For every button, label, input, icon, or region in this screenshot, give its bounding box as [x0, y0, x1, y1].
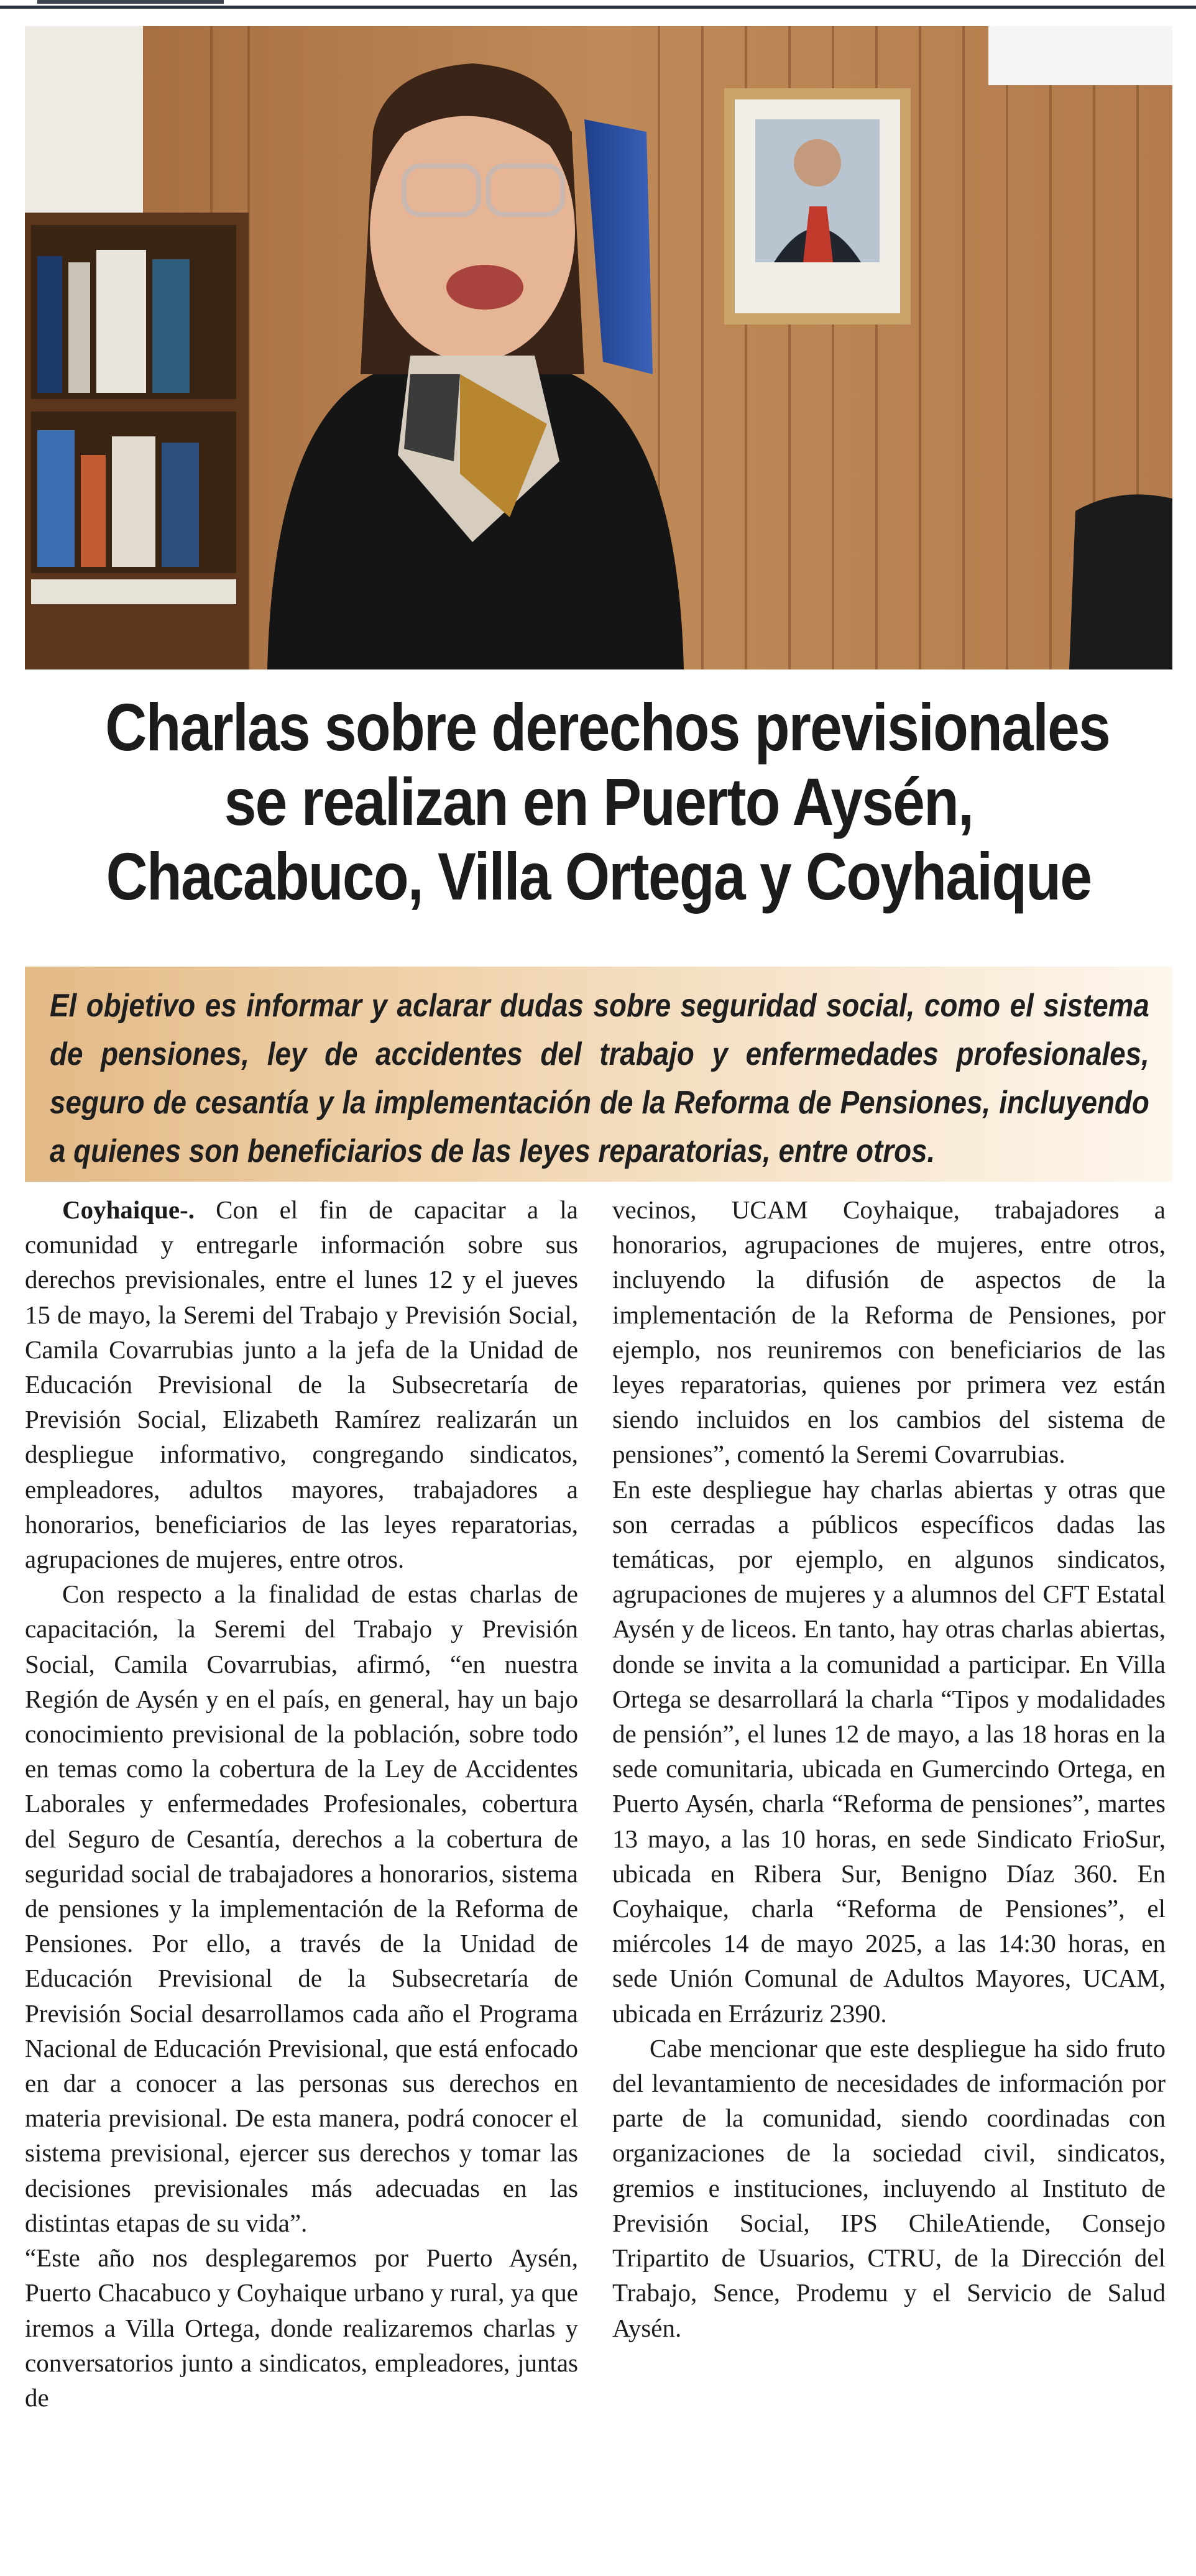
lead-text: El objetivo es informar y aclarar dudas sobre seguridad social, como el sistema de pensiones, ley de accidentes del trabajo y enfermedades profesionales, seguro de cesantía y la implementación de la Reforma de Pensiones, incluyendo a quienes son beneficiarios de las leyes reparatorias, entre otros. — [50, 988, 1149, 1169]
body-paragraph-2: Con respecto a la finalidad de estas charlas de capacitación, la Seremi del Trabajo y Previsión Social, Camila Covarrubias, afirmó, “en nuestra Región de Aysén y en el país, en general, hay un bajo conocimiento previsional de la población, sobre todo en temas como la cobertura de la Ley de Accidentes Laborales y enfermedades Profesionales, cobertura del Seguro de Cesantía, derechos a la cobertura de seguridad social de trabajadores a honorarios, sistema de pensiones y la implementación de la Reforma de Pensiones. Por ello, a través de la Unidad de Educación Previsional de la Subsecretaría de Previsión Social desarrollamos cada año el Programa Nacional de Educación Previsional, que está enfocado en dar a conocer a las personas sus derechos en materia previsional. De esta manera, podrá conocer el sistema previsional, ejercer sus derechos y tomar las decisiones previsionales más adecuadas en las distintas etapas de su vida”. — [25, 1580, 578, 2237]
body-paragraph-6: Cabe mencionar que este despliegue ha sido fruto del levantamiento de necesidades de información por parte de la comunidad, siendo coordinadas con organizaciones de la sociedad civil, sindicatos, gremios e instituciones, incluyendo al Instituto de Previsión Social, IPS ChileAtiende, Consejo Tripartito de Usuarios, CTRU, de la Dirección del Trabajo, Sence, Prodemu y el Servicio de Salud Aysén. — [612, 2033, 1166, 2342]
top-rule — [0, 0, 1196, 9]
body-paragraph-3: “Este año nos desplegaremos por Puerto Aysén, Puerto Chacabuco y Coyhaique urbano y rural, ya que iremos a Villa Ortega, donde realizaremos charlas y conversatorios junto a sindicatos, empleadores, juntas de — [25, 2243, 578, 2412]
dateline: Coyhaique-. — [62, 1195, 195, 1224]
body-column-left — [25, 1192, 578, 2415]
body-paragraph-1-text: Con el fin de capacitar a la comunidad y entregarle información sobre sus derechos previsionales, entre el lunes 12 y el jueves 15 de mayo, la Seremi del Trabajo y Previsión Social, Camila Covarrubias junto a la jefa de la Unidad de Educación Previsional de la Subsecretaría de Previsión Social, Elizabeth Ramírez realizarán un despliegue informativo, congregando sindicatos, empleadores, adultos mayores, trabajadores a honorarios, beneficiarios de las leyes reparatorias, agrupaciones de mujeres, entre otros. — [25, 1195, 578, 1574]
article-photo — [25, 26, 1172, 669]
lead-box — [25, 967, 1172, 1182]
body-column-right — [612, 1192, 1166, 2345]
headline-line-3: Chacabuco, Villa Ortega y Coyhaique — [106, 839, 1092, 914]
body-paragraph — [25, 1192, 578, 1576]
headline-line-1: Charlas sobre derechos previsionales — [105, 689, 1110, 765]
body-paragraph-5: En este despliegue hay charlas abiertas y otras que son cerradas a públicos específicos dadas las temáticas, por ejemplo, en algunos sindicatos, agrupaciones de mujeres y a alumnos del CFT Estatal Aysén y de liceos. En tanto, hay otras charlas abiertas, donde se invita a la comunidad a participar. En Villa Ortega se desarrollará la charla “Tipos y modalidades de pensión”, el lunes 12 de mayo, a las 18 horas en la sede comunitaria, ubicada en Gumercindo Ortega, en Puerto Aysén, charla “Reforma de pensiones”, martes 13 mayo, a las 10 horas, en sede Sindicato FrioSur, ubicada en Ribera Sur, Benigno Díaz 360. En Coyhaique, charla “Reforma de Pensiones”, el miércoles 14 de mayo 2025, a las 14:30 horas, en sede Unión Comunal de Adultos Mayores, UCAM, ubicada en Errázuriz 2390. — [612, 1474, 1166, 2028]
headline-line-2: se realizan en Puerto Aysén, — [224, 764, 973, 839]
body-paragraph-4: vecinos, UCAM Coyhaique, trabajadores a honorarios, agrupaciones de mujeres, entre otros, incluyendo la difusión de aspectos de la implementación de la Reforma de Pensiones, por ejemplo, nos reuniremos con beneficiarios de las leyes reparatorias, quienes por primera vez están siendo incluidos en los cambios del sistema de pensiones”, comentó la Seremi Covarrubias. — [612, 1195, 1166, 1469]
headline — [105, 689, 1110, 914]
section-tab — [37, 0, 224, 4]
